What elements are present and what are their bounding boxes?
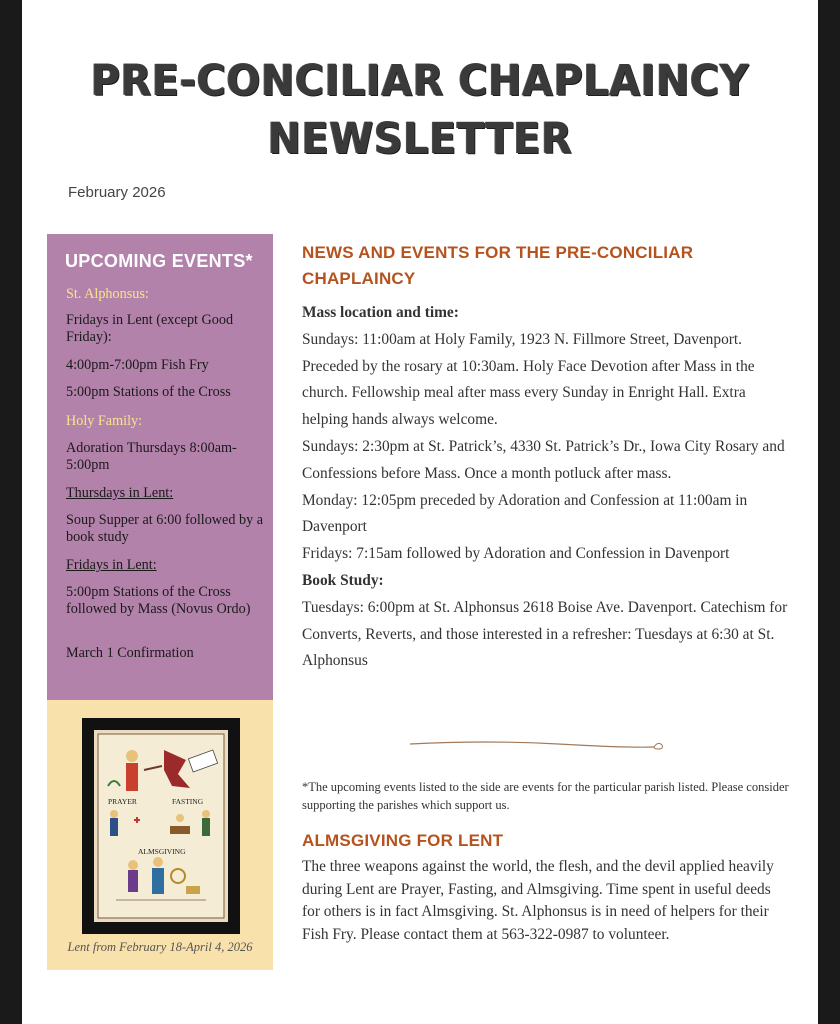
title-line-2: NEWSLETTER: [267, 114, 573, 164]
sidebar-item: Fridays in Lent (except Good Friday):: [66, 312, 234, 345]
newsletter-title: [50, 52, 790, 168]
fasting-label: FASTING: [172, 797, 204, 806]
almsgiving-text: The three weapons against the world, the flesh, and the devil applied heavily during Lent are Prayer, Fasting, and Almsgiving. Time spent in useful deeds for others is in fact Almsgiving. St. Alphonsus is in need of helpers for their Fish Fry. Please contact them at 563-322-0987 to volunteer.: [302, 858, 774, 943]
decorative-divider: [408, 738, 670, 752]
sidebar-item: 4:00pm-7:00pm Fish Fry: [66, 357, 209, 373]
mass-line: Sundays: 11:00am at Holy Family, 1923 N. Fillmore Street, Davenport. Preceded by the rosary at 10:30am. Holy Face Devotion after Mass in the church. Fellowship meal after mass every Sunday in Enright Hall. Extra helping hands always welcome.: [302, 330, 755, 429]
prayer-label: PRAYER: [108, 797, 137, 806]
mass-label: Mass location and time:: [302, 304, 459, 321]
sidebar-heading: UPCOMING EVENTS*: [65, 251, 253, 271]
issue-date: February 2026: [68, 184, 166, 201]
lent-image-box: [47, 700, 273, 970]
sidebar-item: Thursdays in Lent:: [66, 485, 174, 501]
events-footnote: *The upcoming events listed to the side are events for the particular parish listed. Please consider supporting the parishes which support us.: [302, 780, 789, 812]
mass-line: Fridays: 7:15am followed by Adoration and Confession in Davenport: [302, 545, 730, 563]
lent-caption: Lent from February 18-April 4, 2026: [67, 940, 253, 954]
sidebar-item: March 1 Confirmation: [66, 645, 194, 661]
sidebar-item: 5:00pm Stations of the Cross: [66, 384, 231, 400]
sidebar-item: Holy Family:: [66, 413, 143, 429]
mass-section: [302, 300, 792, 675]
picture-mat: [94, 730, 228, 922]
saint-halo-icon: [126, 750, 138, 762]
sidebar-item: Soup Supper at 6:00 followed by a book study: [66, 512, 264, 545]
almsgiving-label: ALMSGIVING: [138, 847, 186, 856]
sidebar-item: 5:00pm Stations of the Cross followed by Mass (Novus Ordo): [66, 584, 251, 617]
book-study-label: Book Study:: [302, 571, 384, 589]
saint-figure-icon: [126, 763, 138, 791]
upcoming-events-sidebar: [47, 234, 273, 700]
sidebar-item: Fridays in Lent:: [66, 557, 157, 573]
news-heading: NEWS AND EVENTS FOR THE PRE-CONCILIAR CHAPLAINCY: [302, 243, 694, 288]
almsgiving-heading: ALMSGIVING FOR LENT: [302, 831, 504, 850]
framed-picture: [82, 718, 240, 934]
table-icon: [170, 826, 190, 834]
newsletter-page: [22, 0, 818, 1024]
mass-line: Monday: 12:05pm preceded by Adoration and Confession at 11:00am in Davenport: [302, 491, 748, 536]
main-column: [302, 240, 792, 943]
sidebar-item: Adoration Thursdays 8:00am-5:00pm: [66, 440, 237, 473]
sidebar-item: St. Alphonsus:: [66, 286, 149, 302]
mass-line: Sundays: 2:30pm at St. Patrick’s, 4330 St. Patrick’s Dr., Iowa City Rosary and Confessions before Mass. Once a month potluck after mass.: [302, 437, 785, 482]
title-line-1: PRE-CONCILIAR CHAPLAINCY: [90, 56, 750, 106]
three-weapons-illustration: [94, 730, 228, 922]
book-study-line: Tuesdays: 6:00pm at St. Alphonsus 2618 Boise Ave. Davenport. Catechism for Converts, Reverts, and those interested in a refresher: Tuesdays at 6:30 at St. Alphonsus: [302, 598, 788, 670]
